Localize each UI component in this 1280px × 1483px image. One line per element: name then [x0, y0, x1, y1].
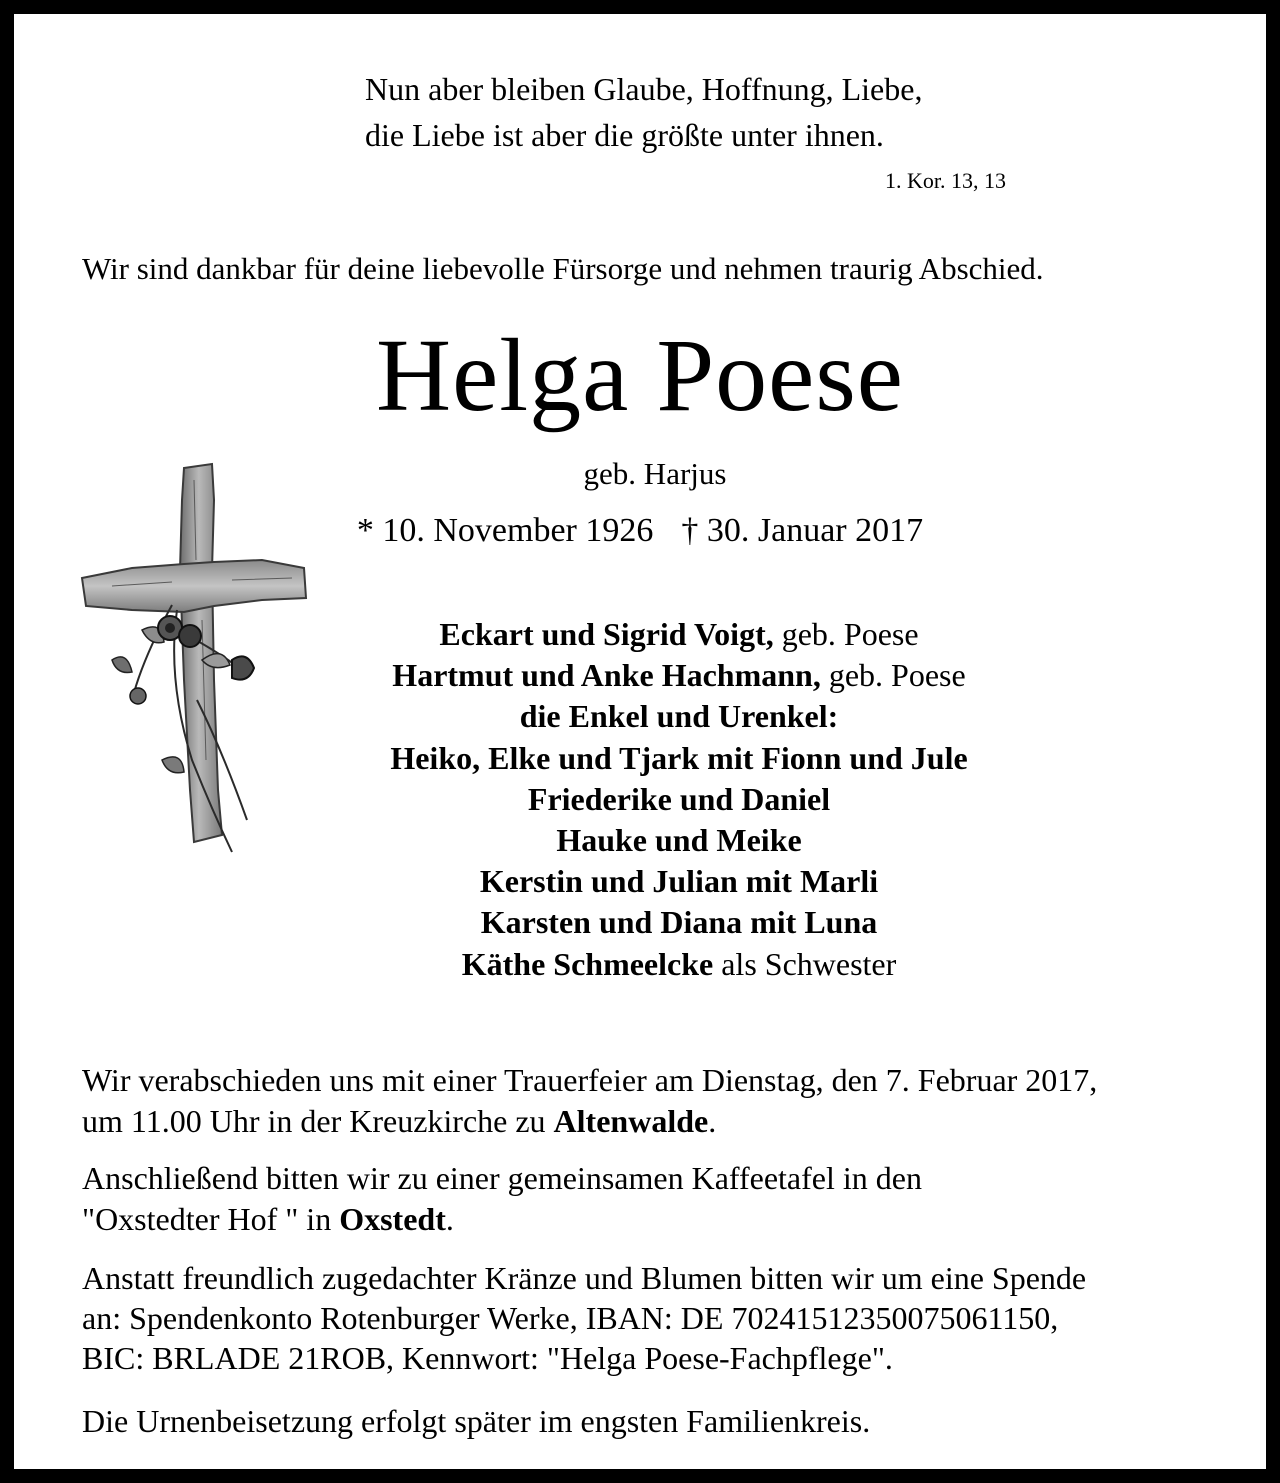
mourner-names: Eckart und Sigrid Voigt, — [439, 616, 774, 652]
mourner-names: Friederike und Daniel — [527, 780, 831, 817]
verse-reference: 1. Kor. 13, 13 — [885, 168, 1006, 193]
burial-paragraph: Die Urnenbeisetzung erfolgt später im engsten Familienkreis. — [82, 1403, 871, 1439]
mourner-names: Käthe Schmeelcke — [461, 945, 714, 982]
mourner-names: Kerstin und Julian mit Marli — [479, 863, 879, 900]
donation-paragraph — [82, 1258, 1086, 1378]
mourner-line — [314, 696, 1044, 737]
service-paragraph — [82, 1060, 1097, 1142]
death-date: † 30. Januar 2017 — [681, 512, 924, 549]
mourner-line — [314, 944, 1044, 985]
intro-text: Wir sind dankbar für deine liebevolle Fürsorge und nehmen traurig Abschied. — [82, 251, 1044, 286]
mourner-names: die Enkel und Urenkel: — [519, 698, 839, 735]
coffee-punct: . — [445, 1201, 454, 1237]
mourner-line — [314, 738, 1044, 779]
mourner-names: Karsten und Diana mit Luna — [480, 904, 878, 941]
service-location: Altenwalde — [553, 1103, 709, 1139]
mourner-line — [314, 902, 1044, 943]
mourner-note: geb. Poese — [773, 616, 919, 652]
service-line: Wir verabschieden uns mit einer Trauerfeier am Dienstag, den 7. Februar 2017, — [82, 1062, 1098, 1098]
birth-date: * 10. November 1926 — [356, 512, 654, 549]
birth-name: geb. Harjus — [583, 456, 727, 491]
mourner-line — [314, 614, 1044, 655]
mourner-line — [314, 820, 1044, 861]
coffee-text: "Oxstedter Hof " in — [82, 1201, 340, 1237]
cross-with-flowers-icon — [72, 460, 312, 860]
verse-line: Nun aber bleiben Glaube, Hoffnung, Liebe, — [365, 71, 923, 107]
coffee-paragraph — [82, 1158, 922, 1240]
coffee-location: Oxstedt — [339, 1201, 446, 1237]
mourner-line — [314, 655, 1044, 696]
mourner-names: Hauke und Meike — [556, 822, 802, 859]
mourners-list — [314, 614, 1044, 985]
mourner-note: geb. Poese — [820, 657, 966, 694]
service-line — [82, 1101, 1097, 1142]
donation-line: an: Spendenkonto Rotenburger Werke, IBAN: DE 70241512350075061150, — [82, 1300, 1059, 1336]
mourner-line — [314, 861, 1044, 902]
mourner-names: Hartmut und Anke Hachmann, — [392, 657, 821, 694]
mourner-line — [314, 779, 1044, 820]
bible-verse — [365, 66, 922, 158]
service-text: um 11.00 Uhr in der Kreuzkirche zu — [82, 1103, 554, 1139]
coffee-line: Anschließend bitten wir zu einer gemeinsamen Kaffeetafel in den — [82, 1160, 922, 1196]
mourner-note: als Schwester — [713, 945, 897, 982]
mourner-names: Heiko, Elke und Tjark mit Fionn und Jule — [390, 739, 968, 776]
donation-line: BIC: BRLADE 21ROB, Kennwort: "Helga Poese-Fachpflege". — [82, 1340, 893, 1376]
coffee-line — [82, 1199, 922, 1240]
verse-line: die Liebe ist aber die größte unter ihnen. — [365, 117, 884, 153]
deceased-name: Helga Poese — [376, 318, 904, 433]
service-punct: . — [708, 1103, 717, 1139]
donation-line: Anstatt freundlich zugedachter Kränze und Blumen bitten wir um eine Spende — [82, 1260, 1087, 1296]
